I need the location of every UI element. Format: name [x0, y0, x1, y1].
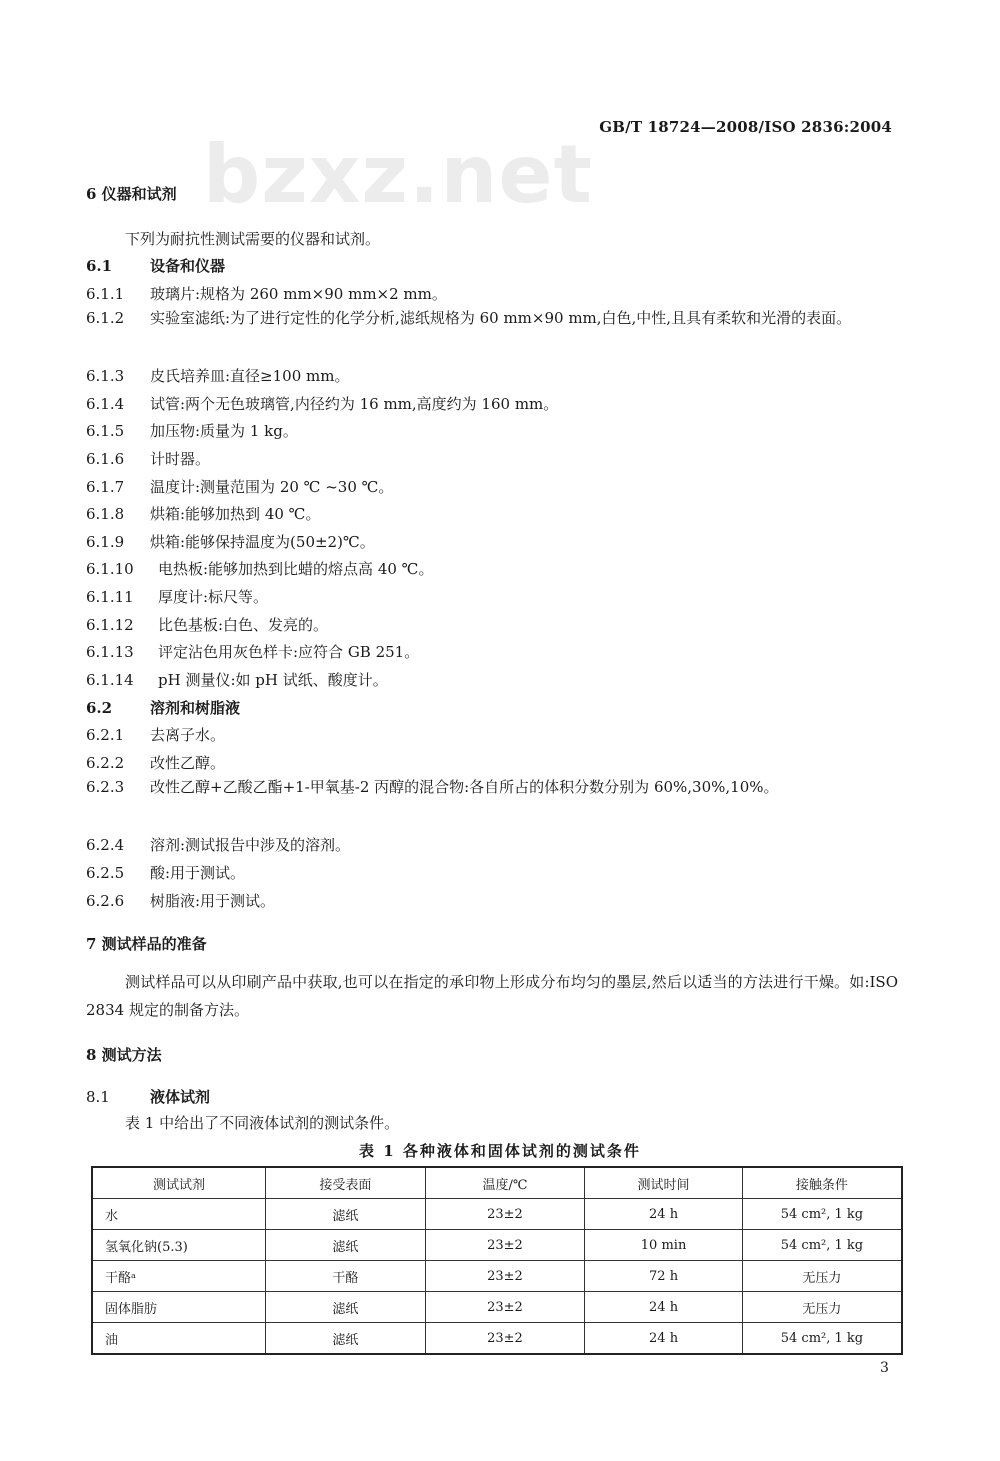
item-6-1-8: [86, 503, 320, 524]
item-text: 树脂液:用于测试。: [150, 892, 276, 910]
item-text: 电热板:能够加热到比蜡的熔点高 40 ℃。: [158, 560, 434, 578]
table-cell: 干酪ᵃ: [92, 1261, 266, 1292]
section-8-intro: 表 1 中给出了不同液体试剂的测试条件。: [125, 1114, 400, 1132]
item-6-1-14: [86, 669, 388, 690]
table-row: [92, 1292, 902, 1323]
item-6-1-6: [86, 448, 210, 469]
item-6-1-1: [86, 283, 447, 304]
item-6-2-2: [86, 752, 225, 773]
item-number: 6.2.2: [86, 754, 125, 772]
page-number: 3: [880, 1360, 889, 1376]
table-cell: 23±2: [425, 1199, 585, 1230]
table-cell: 72 h: [585, 1261, 743, 1292]
item-text: pH 测量仪:如 pH 试纸、酸度计。: [158, 671, 388, 689]
table-cell: 24 h: [585, 1292, 743, 1323]
section-8-title: 8 测试方法: [86, 1046, 162, 1064]
section-6-2-heading: [86, 697, 240, 718]
item-6-1-5: [86, 420, 298, 441]
item-text: 溶剂:测试报告中涉及的溶剂。: [150, 836, 351, 854]
table-cell: 无压力: [742, 1261, 902, 1292]
section-8-1-heading: [86, 1086, 210, 1107]
item-text: 试管:两个无色玻璃管,内径约为 16 mm,高度约为 160 mm。: [150, 395, 559, 413]
item-text: 计时器。: [150, 450, 211, 468]
item-6-1-3: [86, 365, 349, 386]
table-header-row: [92, 1167, 902, 1199]
table-row: [92, 1199, 902, 1230]
table-cell: 54 cm², 1 kg: [742, 1323, 902, 1355]
item-number: 6.2.1: [86, 726, 125, 744]
item-text: 改性乙醇。: [150, 754, 226, 772]
table-row: [92, 1230, 902, 1261]
item-number: 6.1.11: [86, 588, 134, 606]
item-text: 厚度计:标尺等。: [158, 588, 269, 606]
standard-header: GB/T 18724—2008/ISO 2836:2004: [599, 118, 892, 136]
section-number: 8.1: [86, 1088, 110, 1106]
table-cell: 滤纸: [266, 1323, 426, 1355]
item-text: 温度计:测量范围为 20 ℃ ~30 ℃。: [150, 478, 394, 496]
table-cell: 23±2: [425, 1323, 585, 1355]
column-header: 测试时间: [585, 1167, 743, 1199]
table-cell: 滤纸: [266, 1292, 426, 1323]
table-cell: 无压力: [742, 1292, 902, 1323]
item-6-2-3: [86, 773, 898, 801]
table-cell: 23±2: [425, 1230, 585, 1261]
table-row: [92, 1323, 902, 1355]
test-conditions-table: [91, 1166, 903, 1355]
item-text: 烘箱:能够保持温度为(50±2)℃。: [150, 533, 375, 551]
item-text: 去离子水。: [150, 726, 226, 744]
table-cell: 54 cm², 1 kg: [742, 1230, 902, 1261]
table-cell: 水: [92, 1199, 266, 1230]
section-title: 溶剂和树脂液: [150, 699, 241, 717]
item-6-1-7: [86, 476, 393, 497]
table-cell: 滤纸: [266, 1230, 426, 1261]
item-number: 6.1.3: [86, 367, 125, 385]
table-cell: 干酪: [266, 1261, 426, 1292]
item-text: 比色基板:白色、发亮的。: [158, 616, 329, 634]
item-text: 玻璃片:规格为 260 mm×90 mm×2 mm。: [150, 285, 447, 303]
item-6-1-2: [86, 304, 898, 332]
table-caption: 表 1 各种液体和固体试剂的测试条件: [359, 1142, 641, 1160]
table-cell: 23±2: [425, 1292, 585, 1323]
item-number: 6.1.7: [86, 478, 125, 496]
item-number: 6.2.3: [86, 778, 125, 796]
item-6-1-4: [86, 393, 558, 414]
item-number: 6.1.13: [86, 643, 134, 661]
item-number: 6.1.10: [86, 560, 134, 578]
watermark: bzxz.net: [203, 128, 593, 221]
table-cell: 10 min: [585, 1230, 743, 1261]
item-number: 6.1.1: [86, 285, 125, 303]
table-cell: 滤纸: [266, 1199, 426, 1230]
item-text: 酸:用于测试。: [150, 864, 246, 882]
item-text: 加压物:质量为 1 kg。: [150, 422, 298, 440]
column-header: 接触条件: [742, 1167, 902, 1199]
item-6-1-12: [86, 614, 328, 635]
table-cell: 油: [92, 1323, 266, 1355]
item-number: 6.1.2: [86, 309, 125, 327]
item-6-1-13: [86, 641, 419, 662]
item-number: 6.1.9: [86, 533, 125, 551]
item-number: 6.2.5: [86, 864, 125, 882]
item-text: 烘箱:能够加热到 40 ℃。: [150, 505, 321, 523]
item-6-2-5: [86, 862, 245, 883]
item-number: 6.1.4: [86, 395, 125, 413]
item-6-2-6: [86, 890, 275, 911]
table-cell: 24 h: [585, 1323, 743, 1355]
table-cell: 23±2: [425, 1261, 585, 1292]
section-6-title: 6 仪器和试剂: [86, 185, 177, 203]
section-title: 设备和仪器: [150, 257, 226, 275]
section-6-1-heading: [86, 255, 225, 276]
item-text: 改性乙醇+乙酸乙酯+1-甲氧基-2 丙醇的混合物:各自所占的体积分数分别为 60%,30%,10%。: [150, 778, 779, 796]
table-cell: 24 h: [585, 1199, 743, 1230]
item-number: 6.2.6: [86, 892, 125, 910]
section-title: 液体试剂: [150, 1088, 211, 1106]
item-6-2-4: [86, 834, 350, 855]
item-number: 6.1.12: [86, 616, 134, 634]
column-header: 接受表面: [266, 1167, 426, 1199]
item-6-2-1: [86, 724, 225, 745]
section-number: 6.2: [86, 699, 113, 717]
section-7-text: 测试样品可以从印刷产品中获取,也可以在指定的承印物上形成分布均匀的墨层,然后以适当的方法进行干燥。如:ISO 2834 规定的制备方法。: [86, 973, 898, 1019]
section-number: 6.1: [86, 257, 113, 275]
item-number: 6.1.6: [86, 450, 125, 468]
item-number: 6.1.5: [86, 422, 125, 440]
column-header: 温度/℃: [425, 1167, 585, 1199]
table-cell: 固体脂肪: [92, 1292, 266, 1323]
item-6-1-9: [86, 531, 375, 552]
section-7-title: 7 测试样品的准备: [86, 935, 207, 953]
column-header: 测试试剂: [92, 1167, 266, 1199]
table-row: [92, 1261, 902, 1292]
item-6-1-11: [86, 586, 268, 607]
item-6-1-10: [86, 558, 433, 579]
table-cell: 氢氧化钠(5.3): [92, 1230, 266, 1261]
item-text: 皮氏培养皿:直径≥100 mm。: [150, 367, 350, 385]
item-number: 6.2.4: [86, 836, 125, 854]
item-text: 评定沾色用灰色样卡:应符合 GB 251。: [158, 643, 420, 661]
item-number: 6.1.8: [86, 505, 125, 523]
item-number: 6.1.14: [86, 671, 134, 689]
table-cell: 54 cm², 1 kg: [742, 1199, 902, 1230]
section-6-intro: 下列为耐抗性测试需要的仪器和试剂。: [125, 230, 381, 248]
item-text: 实验室滤纸:为了进行定性的化学分析,滤纸规格为 60 mm×90 mm,白色,中性,且具有柔软和光滑的表面。: [150, 309, 852, 327]
